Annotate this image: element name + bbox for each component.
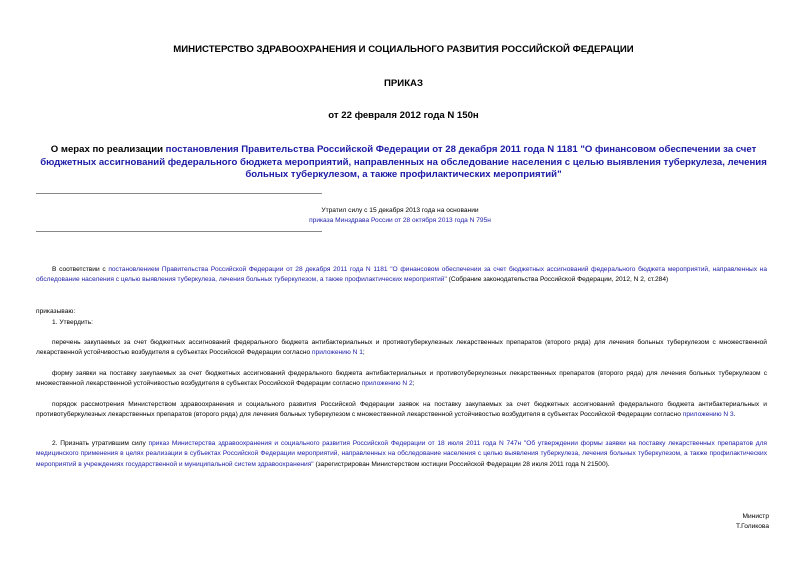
document-title [28, 144, 779, 182]
preamble-suffix: (Собрание законодательства Российской Федерации, 2012, N 2, ст.284) [446, 276, 669, 284]
item-1-heading: 1. Утвердить: [52, 319, 93, 326]
orders-text: приказываю: [36, 308, 76, 315]
appendix-3-link[interactable]: приложению N 3 [682, 411, 734, 419]
appendix-2-link[interactable]: приложению N 2 [361, 380, 413, 388]
divider-top [36, 193, 322, 194]
preamble-decree-link[interactable]: постановлением Правительства Российской Федерации от 28 декабря 2011 года N 1181 "О финансовом обеспечении за счет бюджетных ассигнований федерального бюджета мероприятий, направленных на обследование населения с целью выявления туберкулеза, лечения больных туберкулезом, а также профилактических мероприятий" [36, 266, 767, 284]
title-prefix: О мерах по реализации [50, 144, 166, 155]
list-item [36, 369, 767, 390]
list-item-text: перечень закупаемых за счет бюджетных ассигнований федерального бюджета антибактериальных и противотуберкулезных лекарственных препаратов (второго ряда) для лечения больных туберкулезом с множественной лекарственной устойчивостью возбудителя в субъектах Российской Федерации согласно [36, 339, 767, 357]
preamble-paragraph [36, 265, 767, 286]
title-decree-link[interactable]: постановления Правительства Российской Федерации от 28 декабря 2011 года N 1181 "О финансовом обеспечении за счет бюджетных ассигнований федерального бюджета мероприятий, направленных на обследование населения с целью выявления туберкулеза, лечения больных туберкулезом, а также профилактических мероприятий" [40, 144, 767, 180]
repeal-text: Утратил силу с 15 декабря 2013 года на основании [321, 207, 479, 214]
repeal-order-link[interactable]: приказа Минздрава России от 28 октября 2013 года N 795н [309, 217, 491, 224]
list-item-end: ; [362, 349, 365, 357]
list-item [36, 400, 767, 421]
list-item-end: . [733, 411, 736, 419]
preamble-prefix: В соответствии с [52, 266, 109, 273]
list-item-end: ; [412, 380, 415, 388]
ministry-heading: МИНИСТЕРСТВО ЗДРАВООХРАНЕНИЯ И СОЦИАЛЬНОГО РАЗВИТИЯ РОССИЙСКОЙ ФЕДЕРАЦИИ [173, 44, 634, 55]
date-number-heading: от 22 февраля 2012 года N 150н [328, 110, 479, 121]
divider-bottom [36, 231, 322, 232]
item-2-suffix: (зарегистрирован Министерством юстиции Российской Федерации 28 июля 2011 года N 21500). [313, 460, 610, 468]
list-item [36, 338, 767, 359]
item-2-paragraph [36, 439, 767, 470]
signature-block [649, 512, 769, 533]
repeal-notice [250, 206, 550, 226]
signature-role: Министр [742, 513, 769, 520]
appendix-1-link[interactable]: приложению N 1 [312, 349, 363, 357]
document-type-heading: ПРИКАЗ [384, 78, 423, 89]
signature-name: Т.Голикова [735, 523, 769, 531]
item-2-prefix: 2. Признать утратившим силу [52, 440, 149, 447]
list-item-text: форму заявки на поставку закупаемых за счет бюджетных ассигнований федерального бюджета антибактериальных и противотуберкулезных лекарственных препаратов (второго ряда) для лечения больных туберкулезом с множественной лекарственной устойчивостью возбудителя в субъектах Российской Федерации согласно [36, 370, 767, 388]
repealed-order-link[interactable]: приказ Министерства здравоохранения и социального развития Российской Федерации от 18 июля 2011 года N 747н "Об утверждении формы заявки на поставку лекарственных препаратов для медицинского применения в целях реализации в субъектах Российской Федерации мероприятий, направленных на обследование населения с целью выявления туберкулеза, лечения больных туберкулезом, а также профилактических мероприятий в учреждениях государственной и муниципальной систем здравоохранения" [36, 440, 768, 468]
list-item-text: порядок рассмотрения Министерством здравоохранения и социального развития Российской Федерации заявок на поставку закупаемых за счет бюджетных ассигнований федерального бюджета антибактериальных и противотуберкулезных лекарственных препаратов (второго ряда) для лечения больных туберкулезом с множественной лекарственной устойчивостью возбудителя в субъектах Российской Федерации согласно [36, 401, 767, 419]
